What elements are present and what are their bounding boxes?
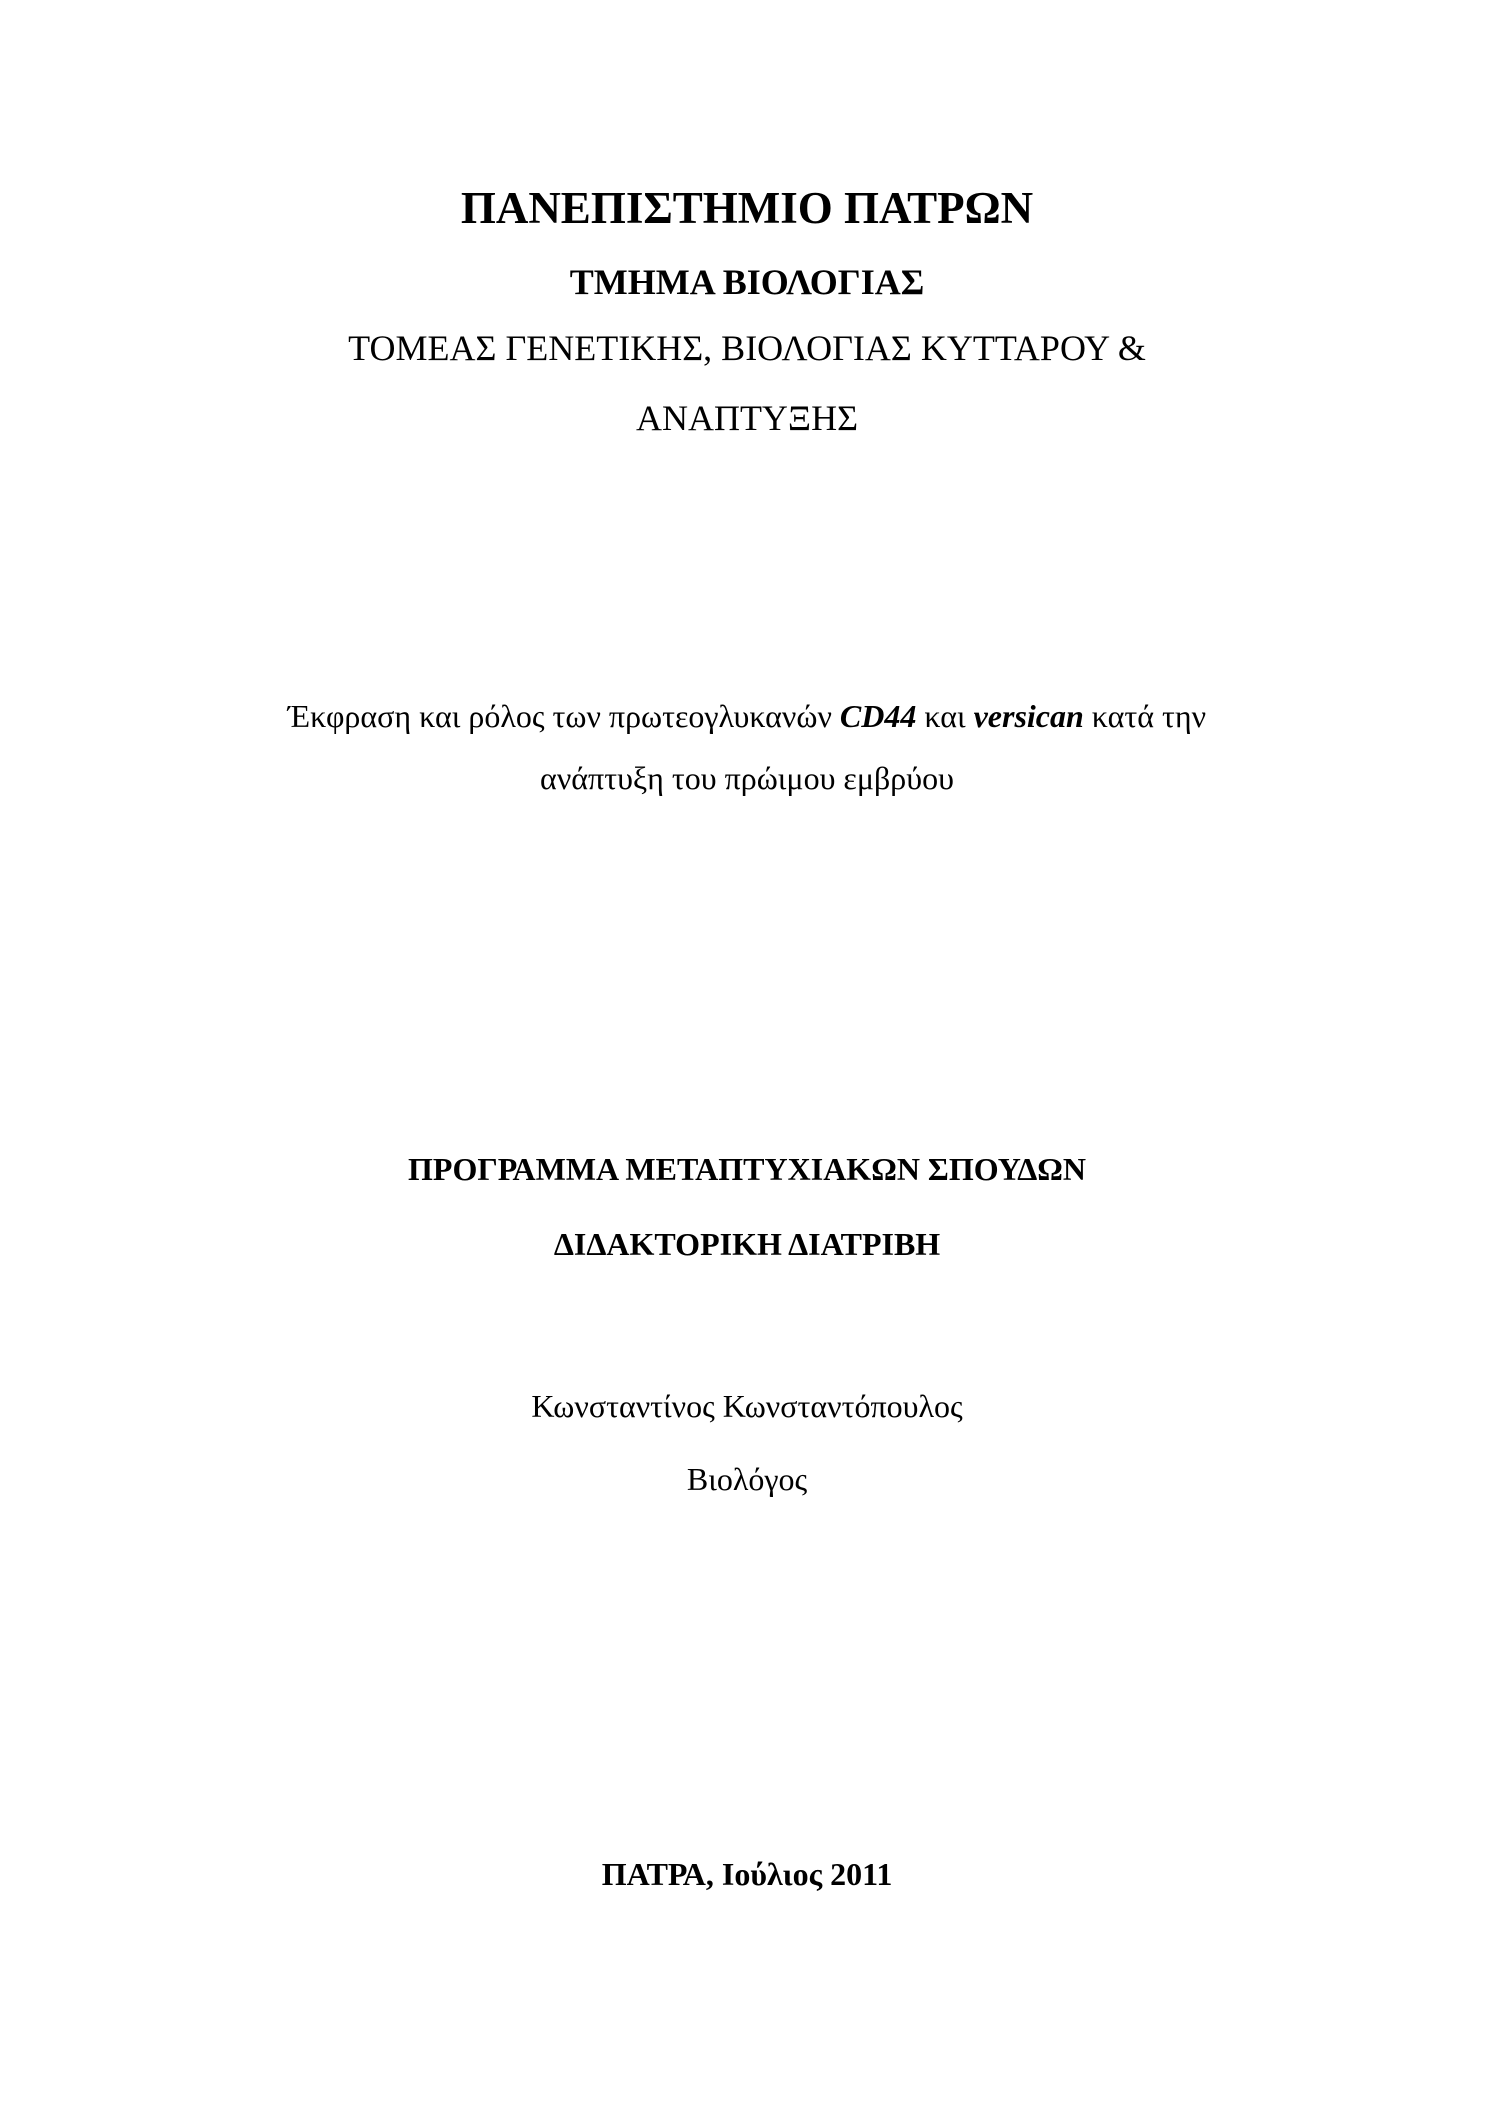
thesis-title-text-2: και xyxy=(916,698,974,734)
author-role: Βιολόγος xyxy=(686,1461,808,1497)
place-date: ΠΑΤΡΑ, Ιούλιος 2011 xyxy=(601,1856,893,1892)
thesis-title-line-2: ανάπτυξη του πρώιμου εμβρύου xyxy=(540,760,954,796)
sector-line-2: ΑΝΑΠΤΥΞΗΣ xyxy=(635,398,859,438)
program-name: ΠΡΟΓΡΑΜΜΑ ΜΕΤΑΠΤΥΧΙΑΚΩΝ ΣΠΟΥΔΩΝ xyxy=(408,1151,1086,1187)
thesis-title-text-1: Έκφραση και ρόλος των πρωτεογλυκανών xyxy=(287,698,840,734)
sector-line-1: ΤΟΜΕΑΣ ΓΕΝΕΤΙΚΗΣ, ΒΙΟΛΟΓΙΑΣ ΚΥΤΤΑΡΟΥ & xyxy=(348,328,1146,368)
department-name: ΤΜΗΜΑ ΒΙΟΛΟΓΙΑΣ xyxy=(569,262,925,302)
thesis-type: ΔΙΔΑΚΤΟΡΙΚΗ ΔΙΑΤΡΙΒΗ xyxy=(553,1226,941,1262)
thesis-title-text-3: κατά την xyxy=(1083,698,1207,734)
thesis-title-line-1 xyxy=(0,700,1494,732)
thesis-title-term-cd44: CD44 xyxy=(839,698,917,734)
author-name: Κωνσταντίνος Κωνσταντόπουλος xyxy=(531,1388,963,1424)
university-name: ΠΑΝΕΠΙΣΤΗΜΙΟ ΠΑΤΡΩΝ xyxy=(460,183,1034,233)
thesis-title-term-versican: versican xyxy=(973,698,1084,734)
